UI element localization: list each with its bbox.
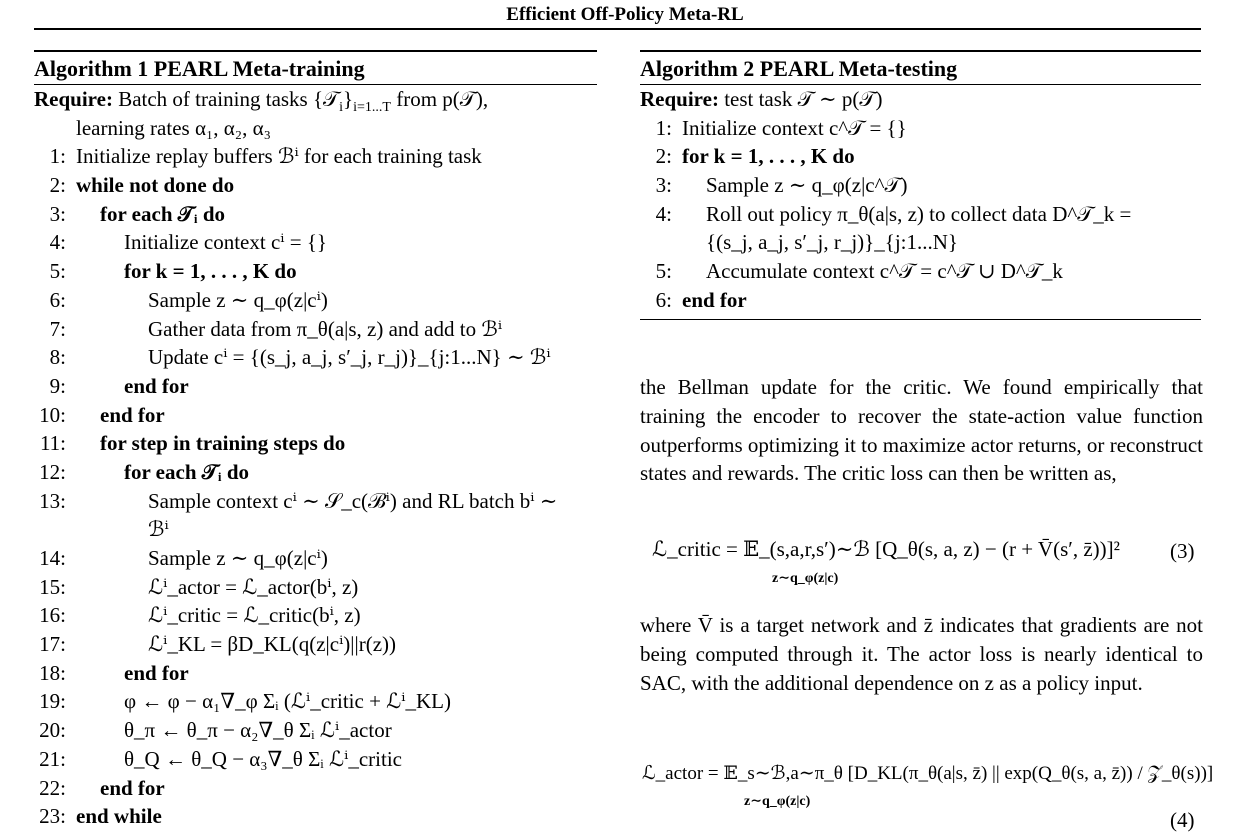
paragraph-actor: where V̄ is a target network and z̄ indicates that gradients are not being computed through it. The actor loss is nearly identical to SAC, with the additional dependence on z as a policy input. [640,613,1203,695]
algorithm-1-title: Algorithm 1 PEARL Meta-training [34,56,365,81]
line-text: end for [124,373,189,398]
line-text: Roll out policy π_θ(a|s, z) to collect data D^𝒯_k = [706,201,1132,226]
algorithm-line [640,228,1201,257]
line-number: 3: [49,201,66,226]
equation-4: ℒ_actor = 𝔼_s∼ℬ,a∼π_θ [D_KL(π_θ(a|s, z̄) || exp(Q_θ(s, a, z̄)) / 𝒵_θ(s))] [642,763,1214,784]
algorithm-line [640,142,1201,171]
algorithm-line [34,372,597,401]
algorithm-line [34,487,597,516]
algorithm-line [34,544,597,573]
line-text: for each 𝒯ᵢ do [124,459,249,484]
line-number: 21: [39,746,66,771]
line-text: end while [76,804,162,829]
running-head-rule [34,28,1201,30]
line-text: Sample z ∼ q_φ(z|cⁱ) [148,287,328,312]
equation-3-subscript: z∼q_φ(z|c) [772,571,839,586]
algorithm-line [34,257,597,286]
algorithm-2-title: Algorithm 2 PEARL Meta-testing [640,56,958,81]
line-number: 15: [39,574,66,599]
line-text: Accumulate context c^𝒯 = c^𝒯 ∪ D^𝒯_k [706,259,1063,284]
line-text: Sample z ∼ q_φ(z|cⁱ) [148,546,328,571]
require-text-c: from p(𝒯), [390,87,489,111]
line-number: 10: [39,402,66,427]
line-number: 2: [49,173,66,198]
line-text: θ_Q ← θ_Q − α₃∇_θ Σᵢ ℒⁱ_critic [124,746,402,771]
line-number: 3: [655,173,672,198]
line-number: 1: [655,115,672,140]
require-label: Require: [34,87,113,111]
line-text: while not done do [76,173,235,198]
require-text-b: } [343,87,354,111]
algorithm-2-require [640,85,1201,114]
algorithm-line [640,171,1201,200]
algorithm-1-require [34,85,597,114]
line-text: end for [100,402,165,427]
algorithm-line [34,171,597,200]
line-number: 19: [39,689,66,714]
algorithm-line [34,142,597,171]
line-text: Sample context cⁱ ∼ 𝒮_c(ℬⁱ) and RL batch bⁱ ∼ [148,488,558,513]
line-text: for step in training steps do [100,431,346,456]
line-number: 11: [39,431,66,456]
line-text: ℒⁱ_actor = ℒ_actor(bⁱ, z) [148,574,359,599]
line-number: 4: [655,201,672,226]
algorithm-line [34,315,597,344]
algorithm-1-require-cont: learning rates α₁, α₂, α₃ [76,115,271,140]
line-number: 12: [39,459,66,484]
line-number: 13: [39,488,66,513]
line-text: Sample z ∼ q_φ(z|c^𝒯) [706,173,908,198]
algorithm-line [34,343,597,372]
equation-3: ℒ_critic = 𝔼_(s,a,r,s′)∼ℬ [Q_θ(s, a, z) − (r + V̄(s′, z̄))]² [652,537,1120,561]
line-number: 2: [655,144,672,169]
paragraph-critic: the Bellman update for the critic. We found empirically that training the encoder to recover the state-action value function outperforms optimizing it to maximize actor returns, or reconstruct states and rewards. The critic loss can then be written as, [640,375,1203,486]
algorithm-line [34,429,597,458]
line-text: Initialize context c^𝒯 = {} [682,115,907,140]
equation-4-number: (4) [1170,808,1195,832]
algorithm-line [640,114,1201,143]
require-sub-b: i=1...T [353,100,391,116]
algorithm-line [34,228,597,257]
line-number: 16: [39,603,66,628]
line-text: φ ← φ − α₁∇_φ Σᵢ (ℒⁱ_critic + ℒⁱ_KL) [124,689,452,714]
line-number: 5: [655,259,672,284]
algorithm-line [34,601,597,630]
line-text: Initialize context cⁱ = {} [124,230,327,255]
require-text-2: test task 𝒯 ∼ p(𝒯) [724,87,883,111]
line-text: end for [100,775,165,800]
line-number: 14: [39,546,66,571]
line-number: 1: [49,144,66,169]
line-text: for each 𝒯ᵢ do [100,201,225,226]
algorithm-line [640,200,1201,229]
line-text: Initialize replay buffers ℬⁱ for each training task [76,144,482,169]
line-number: 7: [49,316,66,341]
algorithm-line [34,630,597,659]
line-number: 18: [39,660,66,685]
line-text: ℒⁱ_KL = βD_KL(q(z|cⁱ)||r(z)) [148,632,397,657]
require-label-2: Require: [640,87,719,111]
running-head: Efficient Off-Policy Meta-RL [506,4,744,25]
algorithm-line [34,401,597,430]
line-number: 6: [655,287,672,312]
algorithm-line [34,774,597,803]
line-number: 4: [49,230,66,255]
line-text: Gather data from π_θ(a|s, z) and add to ℬⁱ [148,316,503,341]
line-text: for k = 1, . . . , K do [682,144,855,169]
line-number: 6: [49,287,66,312]
line-number: 22: [39,775,66,800]
algorithm-line [34,515,597,544]
line-text: end for [682,287,747,312]
algorithm-line [34,286,597,315]
algorithm-line [34,659,597,688]
require-text-a: Batch of training tasks {𝒯 [118,87,340,111]
algorithm-line [34,573,597,602]
line-text: ℬⁱ [148,517,169,542]
algorithm-line [34,745,597,774]
algorithm-line [640,286,1201,315]
algorithm-line [34,200,597,229]
algorithm-2-lines [640,114,1201,315]
line-number: 9: [49,373,66,398]
algorithm-1-lines [34,142,597,831]
line-text: Update cⁱ = {(s_j, a_j, s′_j, r_j)}_{j:1...N} ∼ ℬⁱ [148,345,551,370]
algorithm-line [34,802,597,831]
line-number: 23: [39,804,66,829]
algorithm-line [34,716,597,745]
equation-3-number: (3) [1170,539,1195,563]
line-text: for k = 1, . . . , K do [124,259,297,284]
algorithm-2-bottom-rule [640,319,1201,320]
line-text: {(s_j, a_j, s′_j, r_j)}_{j:1...N} [706,230,958,255]
line-number: 8: [49,345,66,370]
line-number: 5: [49,259,66,284]
algorithm-line [640,257,1201,286]
algorithm-line [34,687,597,716]
line-number: 17: [39,632,66,657]
require-sub-a: i [339,100,344,116]
line-text: ℒⁱ_critic = ℒ_critic(bⁱ, z) [148,603,361,628]
equation-4-subscript: z∼q_φ(z|c) [744,794,811,809]
line-number: 20: [39,718,66,743]
line-text: θ_π ← θ_π − α₂∇_θ Σᵢ ℒⁱ_actor [124,718,392,743]
algorithm-2 [640,50,1201,320]
algorithm-1 [34,50,597,831]
line-text: end for [124,660,189,685]
algorithm-line [34,458,597,487]
